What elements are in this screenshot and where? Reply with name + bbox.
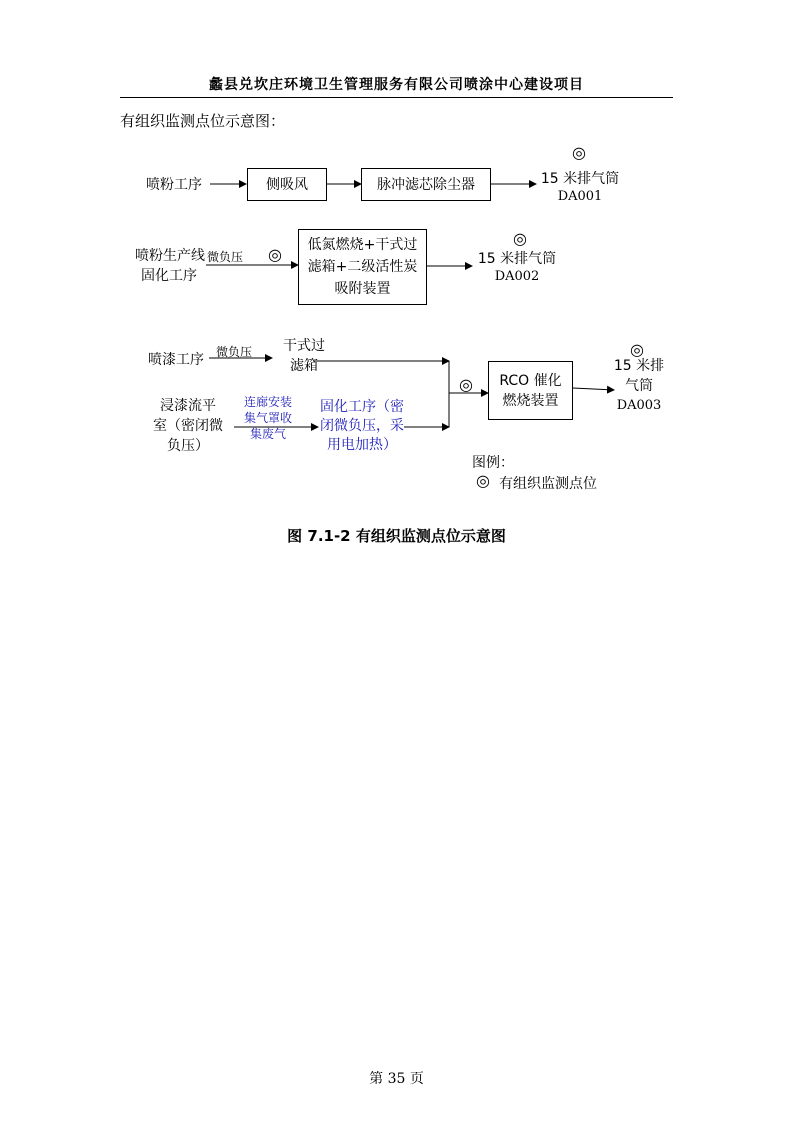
l3-pressure-label: 微负压 (216, 345, 253, 359)
l3-collector-line: 连廊安装 (243, 395, 292, 409)
l3-stack-line: 气筒 (625, 378, 653, 394)
l2-treatment-box (298, 229, 427, 305)
l3-filter-line: 滤箱 (290, 358, 318, 374)
monitoring-point-icon: ◎ (268, 245, 282, 264)
l3-room-line: 负压） (167, 438, 209, 454)
l3-stack-line: 15 米排 (613, 358, 665, 374)
l1-stack-label: 15 米排气筒 (540, 171, 620, 187)
l3-collector-line: 集废气 (249, 427, 286, 441)
l3-curing-line: 闭微负压，采 (320, 418, 404, 434)
page-number: 第 35 页 (369, 1071, 424, 1087)
l1-outlet-id: DA001 (557, 189, 603, 204)
l2-stack-label: 15 米排气筒 (477, 251, 557, 267)
l3-dry-filter-label (276, 336, 332, 376)
monitoring-point-icon: ◎ (513, 229, 527, 248)
legend-title: 图例： (472, 455, 514, 471)
l3-rco-line: 燃烧装置 (502, 392, 559, 409)
arrow-l3-rco-to-stack (573, 388, 614, 390)
l3-curing-label (312, 398, 412, 455)
l2-source-label-b: 固化工序 (141, 268, 197, 284)
l3-curing-line: 用电加热） (327, 437, 397, 453)
l3-curing-line: 固化工序（密 (320, 399, 404, 415)
legend-item-label: 有组织监测点位 (499, 476, 597, 492)
l2-pressure-label: 微负压 (207, 250, 244, 264)
l3-outlet-id: DA003 (616, 398, 662, 413)
l3-rco-line: RCO 催化 (499, 372, 562, 389)
l3-source-label: 喷漆工序 (148, 352, 204, 368)
l2-box-line: 吸附装置 (334, 281, 391, 297)
l1-side-suction-box (247, 168, 327, 201)
l3-room-line: 浸漆流平 (160, 398, 216, 414)
l3-collector-label (236, 394, 300, 442)
l3-room-line: 室（密闭微 (153, 418, 223, 434)
l1-box2-label: 脉冲滤芯除尘器 (377, 176, 475, 193)
l2-source-label-a: 喷粉生产线 (135, 248, 205, 264)
document-header: 蠡县兑坎庄环境卫生管理服务有限公司喷涂中心建设项目 (209, 77, 584, 93)
l1-box1-label: 侧吸风 (266, 176, 308, 193)
header-rule (120, 97, 673, 98)
l3-stack-label (610, 356, 668, 396)
l3-rco-box (488, 361, 573, 420)
l1-pulse-dust-collector-box (361, 168, 491, 201)
l3-dip-flash-room-label (148, 396, 228, 456)
figure-caption: 图 7.1-2 有组织监测点位示意图 (287, 527, 506, 545)
monitoring-point-icon: ◎ (459, 375, 473, 394)
legend-monitoring-point-icon: ◎ (476, 471, 490, 490)
l2-box-line: 滤箱+二级活性炭 (307, 259, 418, 275)
l3-collector-line: 集气罩收 (243, 411, 292, 425)
l2-outlet-id: DA002 (494, 269, 540, 284)
monitoring-point-icon: ◎ (572, 143, 586, 162)
l3-filter-line: 干式过 (283, 338, 325, 354)
l2-box-line: 低氮燃烧+干式过 (307, 237, 418, 253)
monitoring-point-icon: ◎ (630, 340, 644, 359)
intro-text: 有组织监测点位示意图： (120, 112, 286, 130)
l1-source-label: 喷粉工序 (146, 177, 202, 193)
